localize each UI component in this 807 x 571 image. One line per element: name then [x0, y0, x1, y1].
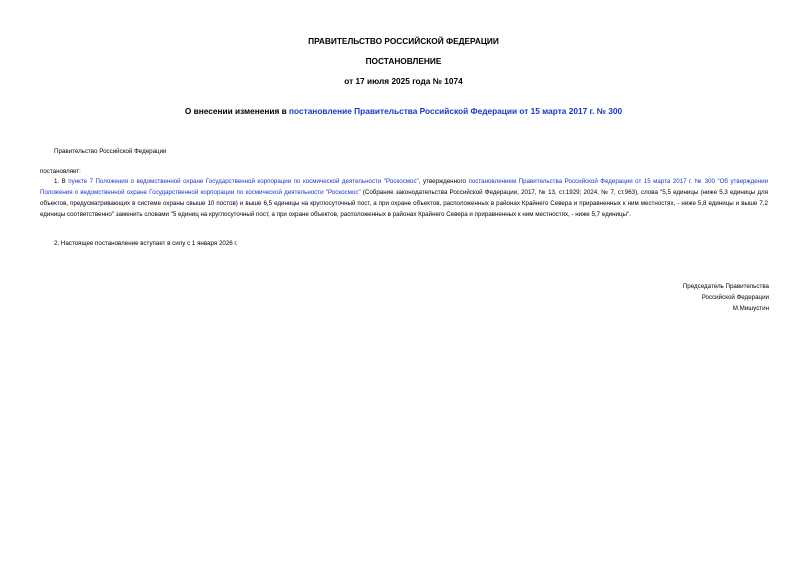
para1-rest: (Собрание законодательства Российской Федерации, 2017, № 13, ст.1929; 2024, № 7, ст.963), слова "5,5 единицы (ниже 5,3 единицы для объектов, предусматривающих в системе охраны свыше 10 постов) и выше 6,5 единицы на круглосуточный пост, а при охране объектов, расположенных в районах Крайнего Севера и приравненных к ним местностях, - ниже 5,8 единицы и выше 7,2 единицы соответственно" заменить словами "5 единиц на круглосуточный пост, а при охране объектов, расположенных в районах Крайнего Севера и приравненных к ним местностях, - ниже 5,7 единицы".: [40, 189, 768, 218]
para1-prefix: 1. В: [54, 178, 69, 185]
subject-prefix: О внесении изменения в: [184, 106, 290, 116]
para1-mid: , утвержденного: [418, 178, 469, 185]
paragraph-1: [40, 176, 768, 220]
signature-org: Российской Федерации: [701, 294, 769, 301]
para1-link-decree[interactable]: постановлением Правительства Российской Федерации от 15 марта 2017 г. № 300 "Об утверждении Положения о ведомственной охране Государственной корпорации по космической деятельности "Роскосмос": [40, 178, 768, 196]
decree-word: постановляет:: [40, 168, 81, 175]
para1-link-clause[interactable]: пункте 7 Положения о ведомственной охране Государственной корпорации по космической деятельности "Роскосмос": [68, 178, 419, 185]
document-subject: [0, 106, 807, 117]
signature-block: [683, 281, 769, 314]
signature-title: Председатель Правительства: [682, 283, 769, 290]
signature-name: М.Мишустин: [732, 305, 769, 312]
subject-link[interactable]: постановление Правительства Российской Федерации от 15 марта 2017 г. № 300: [289, 106, 623, 116]
document-date-number: от 17 июля 2025 года № 1074: [344, 76, 463, 86]
government-intro: Правительство Российской Федерации: [54, 148, 167, 155]
issuing-authority: ПРАВИТЕЛЬСТВО РОССИЙСКОЙ ФЕДЕРАЦИИ: [308, 36, 499, 46]
document-type: ПОСТАНОВЛЕНИЕ: [365, 56, 442, 66]
paragraph-2: 2. Настоящее постановление вступает в силу с 1 января 2026 г.: [54, 240, 238, 247]
